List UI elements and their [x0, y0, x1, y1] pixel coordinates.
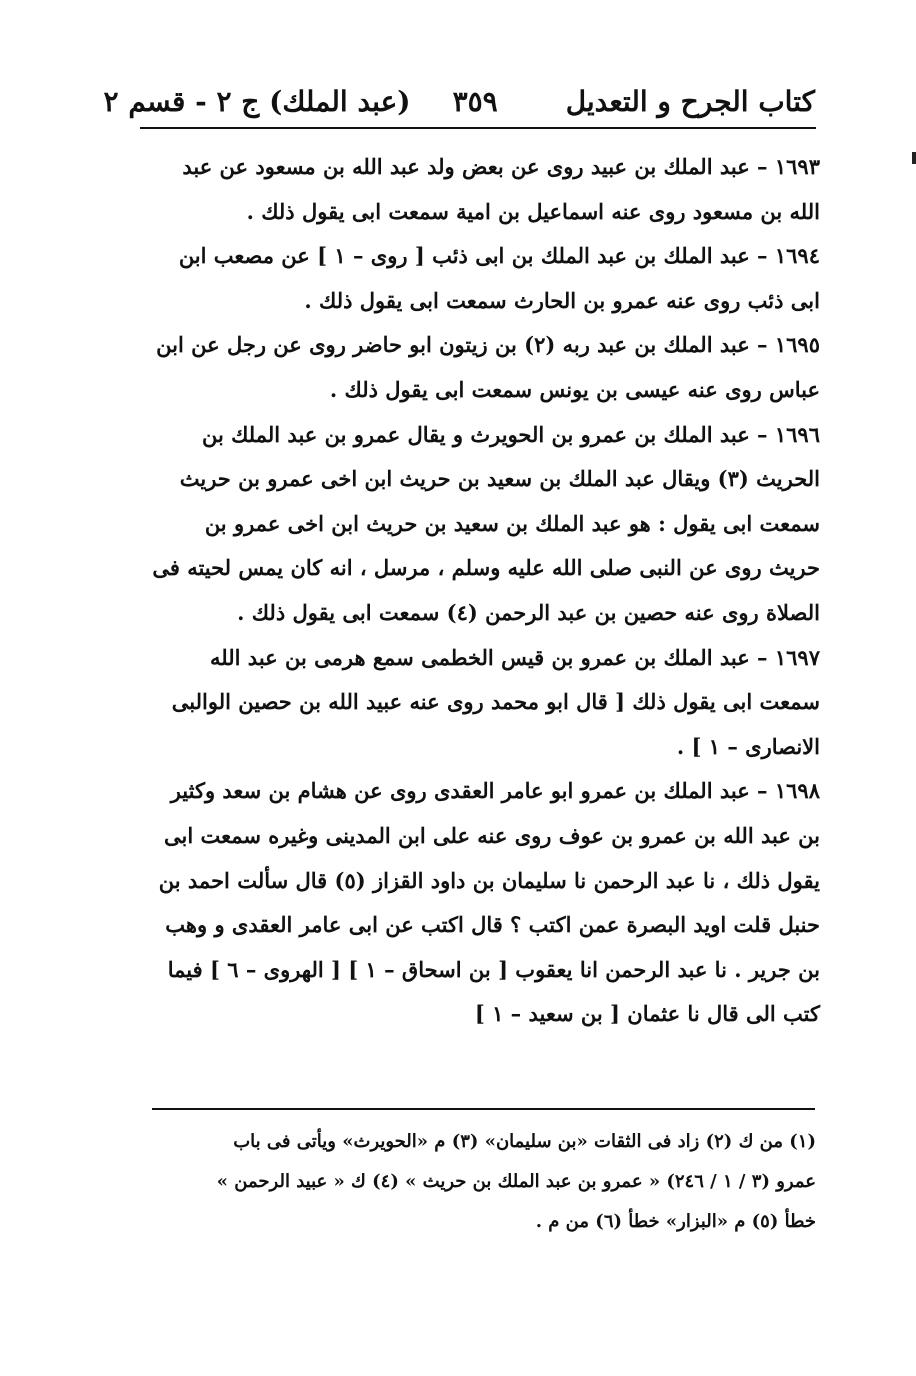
entry-text: – عبد الملك بن عمرو ابو عامر العقدى روى عن هشام بن سعد وكثير بن عبد الله بن عمرو بن عوف روى عنه على ابن المدينى وغيره سمعت ابى يقول ذلك ، نا عبد الرحمن نا سليمان بن داود القزاز (٥) قال سألت احمد بن حنبل قلت اويد البصرة عمن اكتب ؟ قال اكتب عن ابى عامر العقدى و وهب بن جرير . نا عبد الرحمن انا يعقوب [ بن اسحاق – ١ ] [ الهروى – ٦ ] فيما كتب الى قال نا عثمان [ بن سعيد – ١ ]: [158, 778, 820, 1027]
entry-number: ١٦٩٧: [774, 644, 820, 670]
entry-number: ١٦٩٨: [774, 778, 820, 804]
entry-number: ١٦٩٥: [774, 332, 820, 358]
entry-text: – عبد الملك بن عمرو بن الحويرث و يقال عمرو بن عبد الملك بن الحريث (٣) ويقال عبد الملك بن سعيد بن حريث ابن اخى عمرو بن حريث سمعت ابى يقول : هو عبد الملك بن سعيد بن حريث ابن اخى عمرو بن حريث روى عن النبى صلى الله عليه وسلم ، مرسل ، انه كان يمس لحيته فى الصلاة روى عنه حصين بن عبد الرحمن (٤) سمعت ابى يقول ذلك .: [152, 421, 820, 625]
entry-1695: [150, 323, 820, 412]
section-label: (عبد الملك) ج ٢ - قسم ٢: [103, 85, 411, 118]
footnote-rule: [152, 1108, 815, 1110]
entries-body: [150, 145, 820, 1037]
entry-1698: [150, 769, 820, 1037]
entry-text: – عبد الملك بن عمرو بن قيس الخطمى سمع هرمى بن عبد الله سمعت ابى يقول ذلك [ قال ابو محمد روى عنه عبيد الله بن حصين الوالبى الانصارى – ١ ] .: [171, 644, 820, 759]
entry-number: ١٦٩٤: [774, 243, 820, 269]
footnotes: [140, 1122, 816, 1242]
page-number: ٣٥٩: [452, 85, 498, 118]
entry-text: – عبد الملك بن عبد الملك بن ابى ذئب [ روى – ١ ] عن مصعب ابن ابى ذئب روى عنه عمرو بن الحارث سمعت ابى يقول ذلك .: [178, 243, 820, 313]
entry-number: ١٦٩٣: [774, 154, 820, 179]
footnote-line: عمرو (٣ / ١ / ٢٤٦) « عمرو بن عبد الملك بن حريث » (٤) ك « عبيد الرحمن »: [216, 1171, 816, 1192]
footnote-line: (١) من ك (٢) زاد فى الثقات «بن سليمان» (٣) م «الحويرث» ويأتى فى باب: [233, 1131, 816, 1152]
entry-text: – عبد الملك بن عبيد روى عن بعض ولد عبد الله بن مسعود عن عبد الله بن مسعود روى عنه اسماعيل بن امية سمعت ابى يقول ذلك .: [182, 154, 820, 224]
entry-1697: [150, 636, 820, 770]
footnote-line: خطأ (٥) م «البزار» خطأ (٦) من م .: [535, 1211, 816, 1232]
entry-1696: [150, 413, 820, 636]
page-header: [103, 70, 815, 122]
book-title: كتاب الجرح و التعديل: [565, 85, 815, 118]
entry-1694: [150, 234, 820, 323]
entry-1693: [150, 145, 820, 234]
header-rule: [140, 127, 816, 129]
entry-text: – عبد الملك بن عبد ربه (٢) بن زيتون ابو حاضر روى عن رجل عن ابن عباس روى عنه عيسى بن يونس سمعت ابى يقول ذلك .: [156, 332, 820, 402]
entry-number: ١٦٩٦: [774, 421, 820, 447]
margin-mark: [912, 152, 916, 164]
